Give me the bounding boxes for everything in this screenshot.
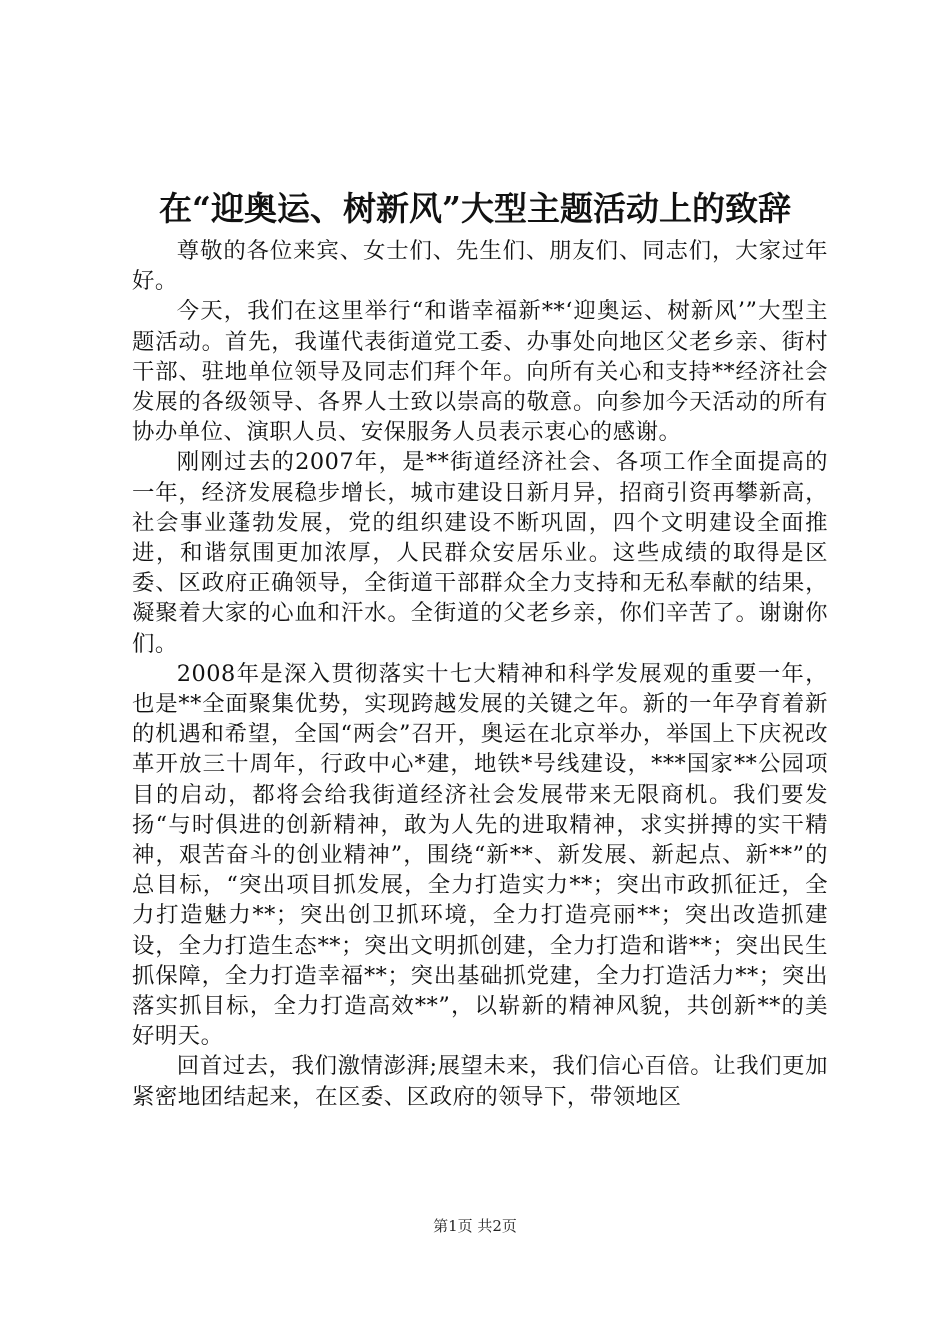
page-number-footer: 第1页 共2页 bbox=[433, 1217, 517, 1235]
paragraph-review-2007: 刚刚过去的2007年，是**街道经济社会、各项工作全面提高的一年，经济发展稳步增长，城市建设日新月异，招商引资再攀新高，社会事业蓬勃发展，党的组织建设不断巩固，四个文明建设全面推进，和谐氛围更加浓厚，人民群众安居乐业。这些成绩的取得是区委、区政府正确领导，全街道干部群众全力支持和无私奉献的结果，凝聚着大家的心血和汗水。全街道的父老乡亲，你们辛苦了。谢谢你们。 bbox=[132, 449, 828, 657]
paragraph-opening: 今天，我们在这里举行“和谐幸福新**‘迎奥运、树新风’”大型主题活动。首先，我谨代表街道党工委、办事处向地区父老乡亲、街村干部、驻地单位领导及同志们拜个年。向所有关心和支持**经济社会发展的各级领导、各界人士致以崇高的敬意。向参加今天活动的所有协办单位、演职人员、安保服务人员表示衷心的感谢。 bbox=[132, 298, 828, 446]
paragraph-outlook-2008: 2008年是深入贯彻落实十七大精神和科学发展观的重要一年，也是**全面聚集优势，实现跨越发展的关键之年。新的一年孕育着新的机遇和希望，全国“两会”召开，奥运在北京举办，举国上下庆祝改革开放三十周年，行政中心*建，地铁*号线建设，***国家**公园项目的启动，都将会给我街道经济社会发展带来无限商机。我们要发扬“与时俱进的创新精神，敢为人先的进取精神，求实拼搏的实干精神，艰苦奋斗的创业精神”，围绕“新**、新发展、新起点、新**”的总目标，“突出项目抓发展，全力打造实力**；突出市政抓征迁，全力打造魅力**；突出创卫抓环境，全力打造亮丽**；突出改造抓建设，全力打造生态**；突出文明抓创建，全力打造和谐**；突出民生抓保障，全力打造幸福**；突出基础抓党建，全力打造活力**；突出落实抓目标，全力打造高效**”，以崭新的精神风貌，共创新**的美好明天。 bbox=[132, 660, 828, 1050]
document-body bbox=[132, 236, 828, 1112]
document-title: 在“迎奥运、树新风”大型主题活动上的致辞 bbox=[159, 189, 791, 228]
paragraph-greeting: 尊敬的各位来宾、女士们、先生们、朋友们、同志们，大家过年好。 bbox=[132, 238, 828, 295]
paragraph-closing: 回首过去，我们激情澎湃;展望未来，我们信心百倍。让我们更加紧密地团结起来，在区委、区政府的领导下，带领地区 bbox=[132, 1053, 828, 1110]
